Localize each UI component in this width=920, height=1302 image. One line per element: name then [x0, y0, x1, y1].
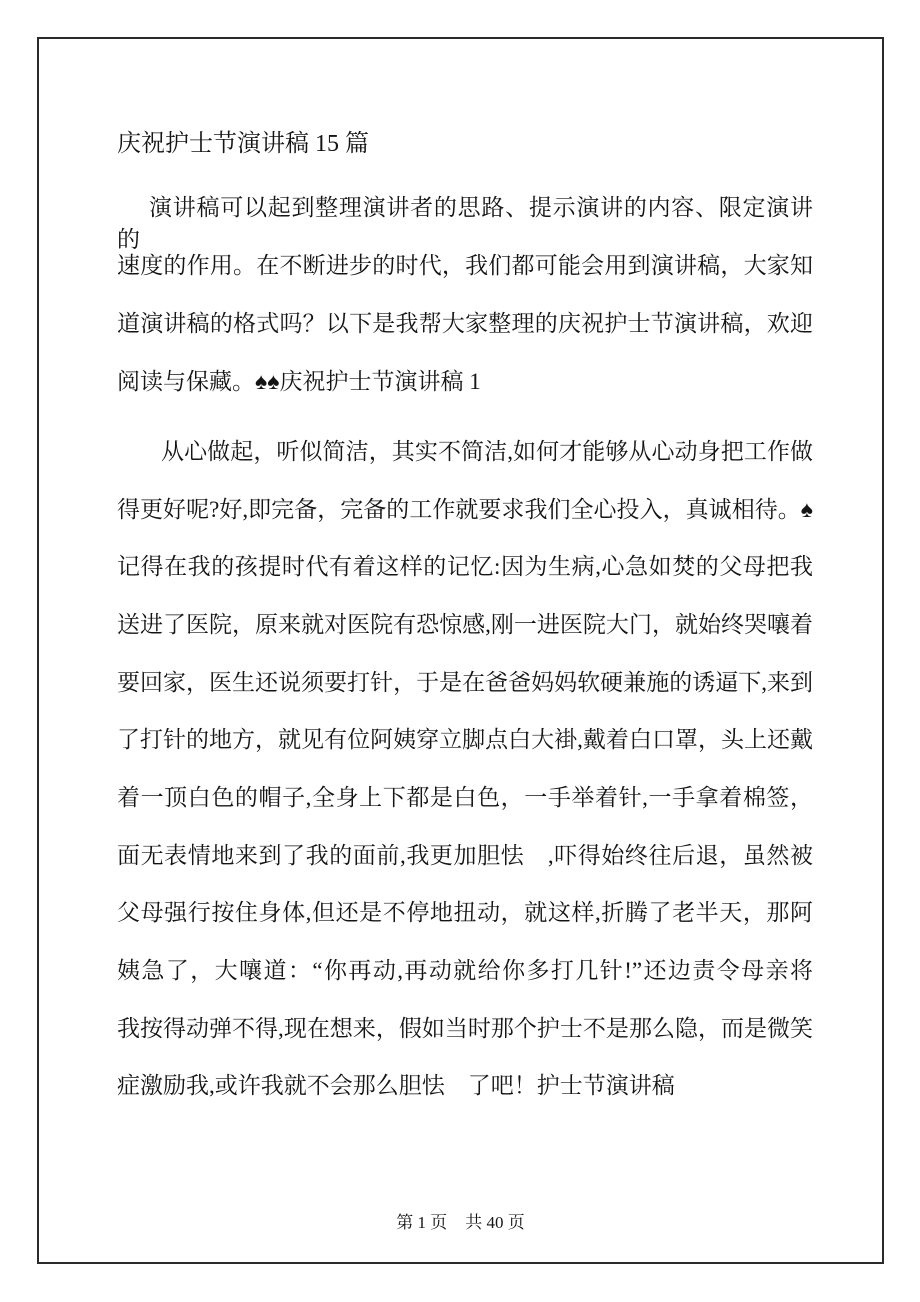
body-line: 阅读与保藏。♠♠庆祝护士节演讲稿 1 — [117, 369, 481, 394]
document-title: 庆祝护士节演讲稿 15 篇 — [117, 131, 369, 157]
body-line: 要回家，医生还说须要打针，于是在爸爸妈妈软硬兼施的诱逼下,来到 — [117, 670, 813, 695]
body-line: 姨急了，大嚷道：“你再动,再动就给你多打几针!”还边责令母亲将 — [117, 958, 813, 983]
body-line: 演讲稿可以起到整理演讲者的思路、提示演讲的内容、限定演讲的 — [117, 195, 813, 252]
body-line: 从心做起，听似简洁，其实不简洁,如何才能够从心动身把工作做 — [161, 439, 813, 464]
page-total-label: 共 40 页 — [465, 1213, 525, 1232]
body-line: 道演讲稿的格式吗？以下是我帮大家整理的庆祝护士节演讲稿，欢迎 — [117, 311, 813, 336]
body-line: 症激励我,或许我就不会那么胆怯 了吧！护士节演讲稿 — [117, 1073, 675, 1098]
document-page — [37, 37, 884, 1264]
body-line: 得更好呢?好,即完备，完备的工作就要求我们全心投入，真诚相待。♠ — [117, 497, 813, 522]
body-line: 我按得动弹不得,现在想来，假如当时那个护士不是那么隐，而是微笑 — [117, 1016, 813, 1041]
body-line: 记得在我的孩提时代有着这样的记忆:因为生病,心急如焚的父母把我 — [117, 554, 813, 579]
body-line: 送进了医院，原来就对医院有恐惊感,刚一进医院大门，就始终哭嚷着 — [117, 612, 813, 637]
body-line: 面无表情地来到了我的面前,我更加胆怯 ,吓得始终往后退，虽然被 — [117, 843, 813, 868]
body-line: 着一顶白色的帽子,全身上下都是白色，一手举着针,一手拿着棉签， — [117, 785, 813, 810]
body-line: 了打针的地方，就见有位阿姨穿立脚点白大褂,戴着白口罩，头上还戴 — [117, 727, 813, 752]
page-number-label: 第 1 页 — [396, 1213, 448, 1232]
body-line: 速度的作用。在不断进步的时代，我们都可能会用到演讲稿，大家知 — [117, 253, 813, 278]
page-footer — [39, 1208, 882, 1233]
body-line: 父母强行按住身体,但还是不停地扭动，就这样,折腾了老半天，那阿 — [117, 900, 813, 925]
